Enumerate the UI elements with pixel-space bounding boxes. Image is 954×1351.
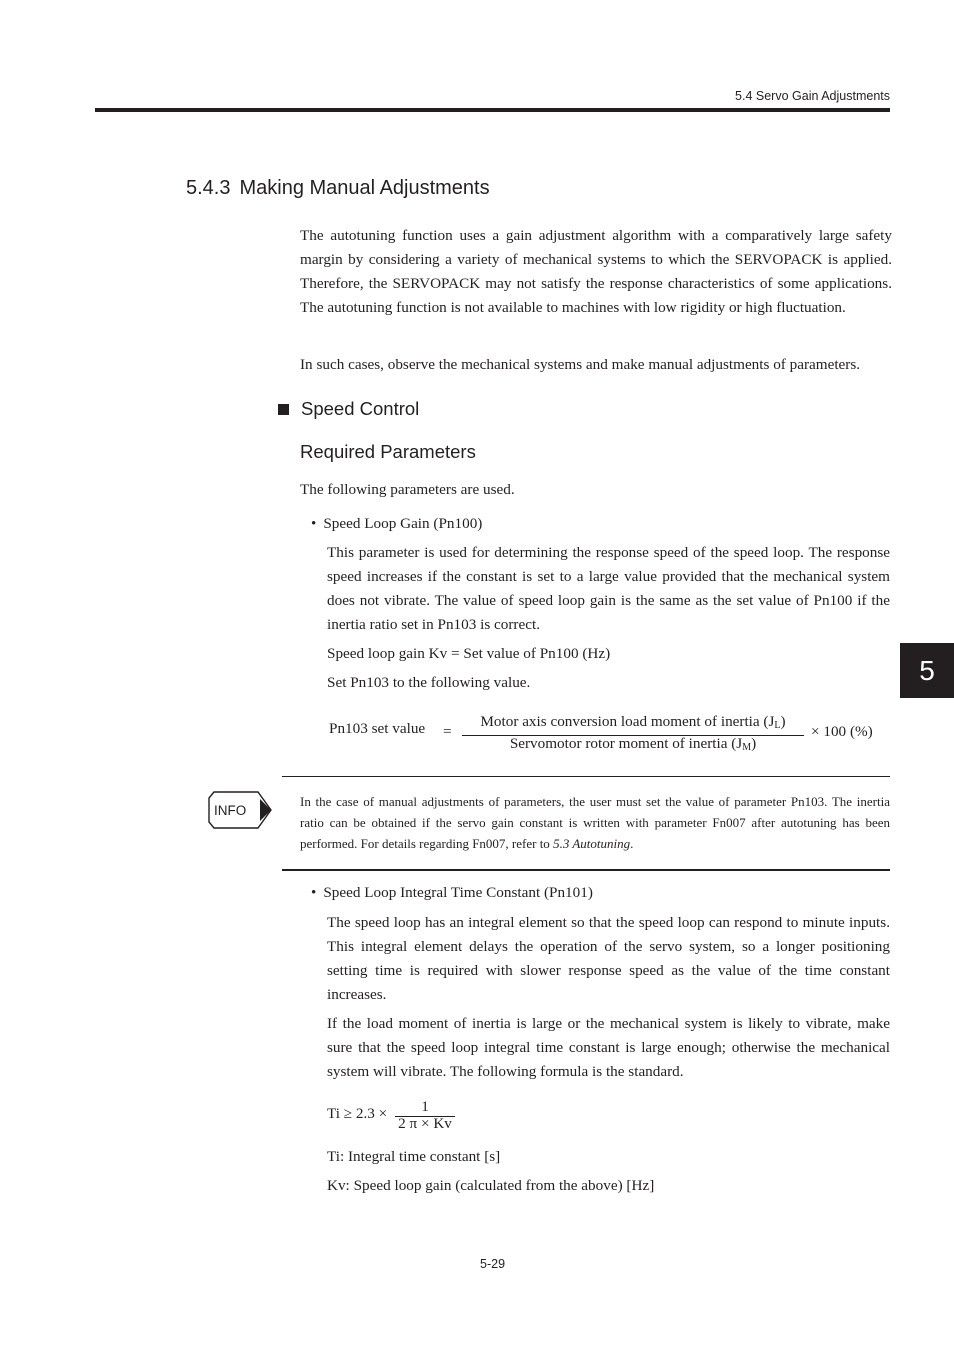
kv-formula-line: Speed loop gain Kv = Set value of Pn100 (Hz) — [327, 645, 611, 662]
speed-control-title: Speed Control — [301, 398, 420, 419]
section-title: Making Manual Adjustments — [239, 177, 490, 199]
section-heading — [186, 177, 490, 200]
chapter-tab: 5 — [900, 643, 954, 698]
info-box-bottom-rule — [282, 869, 890, 871]
info-text-end: . — [630, 836, 634, 851]
numerator-text: Motor axis conversion load moment of inertia (J — [480, 713, 775, 730]
denominator-text: Servomotor rotor moment of inertia (J — [509, 735, 743, 752]
kv-definition: Kv: Speed loop gain (calculated from the above) [Hz] — [327, 1177, 655, 1194]
numerator-close: ) — [780, 713, 786, 730]
inertia-formula-denominator — [462, 735, 804, 753]
ti-formula-numerator: 1 — [421, 1098, 429, 1115]
inertia-formula-numerator — [462, 713, 804, 731]
pn101-description-2: If the load moment of inertia is large or the mechanical system is likely to vibrate, make sure that the speed loop integral time constant is large enough; otherwise the mechanical system will vibrate. The following formula is the standard. — [327, 1015, 890, 1080]
denominator-subscript: M — [742, 742, 752, 753]
denominator-close: ) — [751, 735, 757, 752]
info-icon — [208, 790, 274, 835]
info-text-reference: 5.3 Autotuning — [553, 836, 631, 851]
info-text-main: In the case of manual adjustments of parameters, the user must set the value of parameter Pn103. The inertia ratio can be obtained if the servo gain constant is written with parameter Fn007 after autotuning has been performed. For details regarding Fn007, refer to — [300, 794, 890, 851]
page-number: 5-29 — [480, 1257, 506, 1271]
section-number: 5.4.3 — [186, 177, 231, 199]
pn100-label: Speed Loop Gain (Pn100) — [323, 515, 483, 532]
required-parameters-heading: Required Parameters — [300, 441, 476, 462]
pn101-label: Speed Loop Integral Time Constant (Pn101) — [323, 884, 593, 901]
header-rule — [95, 108, 890, 112]
pn100-description: This parameter is used for determining the response speed of the speed loop. The response speed increases if the constant is set to a large value provided that the mechanical system does not vibrate. The value of speed loop gain is the same as the set value of Pn100 if the inertia ratio set in Pn103 is correct. — [327, 544, 890, 633]
bullet-dot: • — [311, 515, 317, 532]
info-text — [300, 791, 890, 854]
parameters-intro: The following parameters are used. — [300, 481, 515, 498]
info-icon-graphic — [208, 790, 274, 830]
running-header: 5.4 Servo Gain Adjustments — [735, 89, 890, 103]
inertia-formula-multiplier: × 100 (%) — [811, 723, 873, 740]
info-box-top-rule — [282, 776, 890, 777]
info-icon-label: INFO — [214, 803, 247, 818]
square-bullet-icon — [278, 404, 289, 415]
speed-control-heading — [278, 398, 419, 420]
numerator-subscript: L — [774, 720, 781, 731]
pn101-description-1: The speed loop has an integral element so that the speed loop can respond to minute inputs. This integral element delays the operation of the servo system, so a longer positioning setting time is required with slower response speed as the value of the time constant increases. — [327, 914, 890, 1003]
set-pn103-line: Set Pn103 to the following value. — [327, 674, 531, 691]
ti-formula-denominator: 2 π × Kv — [398, 1115, 452, 1132]
pn101-bullet-item — [311, 884, 593, 902]
intro-paragraph-1: The autotuning function uses a gain adjustment algorithm with a comparatively large safety margin by considering a variety of mechanical systems to which the SERVOPACK is applied. Therefore, the SERVOPACK may not satisfy the response characteristics of some applications. The autotuning function is not available to machines with low rigidity or high fluctuation. — [300, 227, 892, 316]
pn100-bullet-item — [311, 515, 482, 533]
inertia-formula-equals: = — [443, 723, 452, 740]
bullet-dot: • — [311, 884, 317, 901]
ti-formula-lhs: Ti ≥ 2.3 × — [327, 1105, 388, 1122]
inertia-formula-lhs: Pn103 set value — [329, 720, 426, 737]
intro-paragraph-2: In such cases, observe the mechanical systems and make manual adjustments of parameters. — [300, 356, 861, 373]
ti-definition: Ti: Integral time constant [s] — [327, 1148, 501, 1165]
